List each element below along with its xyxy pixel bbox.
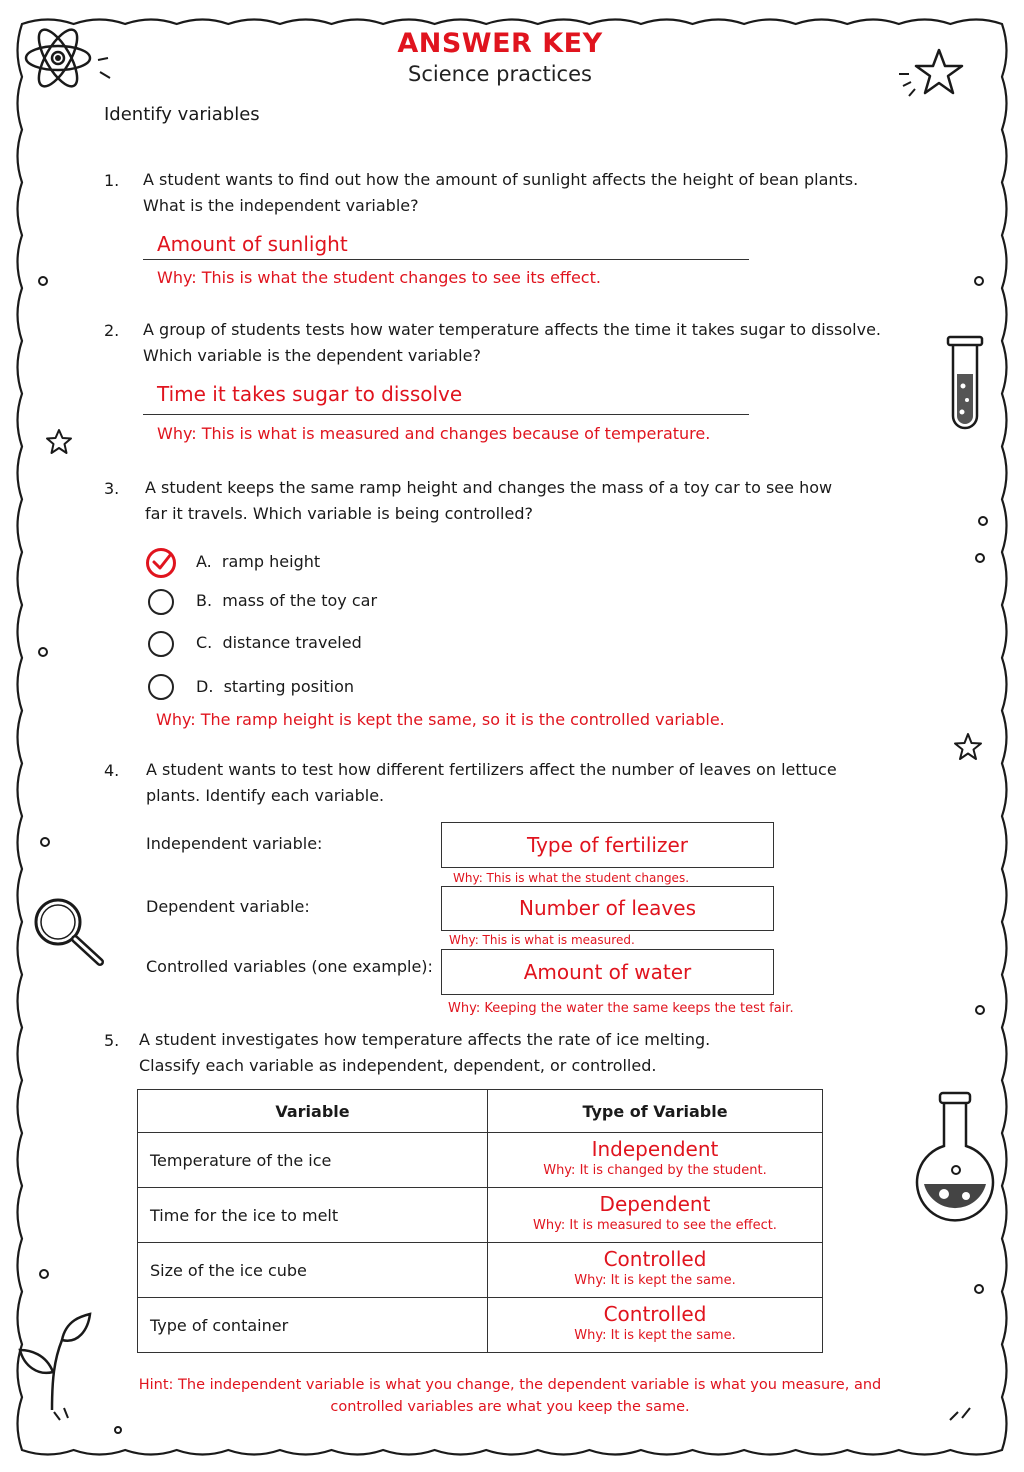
q3-option-a-letter: A.: [196, 552, 212, 571]
q5-line2: Classify each variable as independent, dependent, or controlled.: [139, 1056, 657, 1075]
q3-option-c-text: distance traveled: [222, 633, 362, 652]
q4-why-dependent: Why: This is what is measured.: [449, 933, 635, 947]
q4-line2: plants. Identify each variable.: [146, 786, 385, 805]
q2-why: Why: This is what is measured and changes because of temperature.: [157, 424, 711, 443]
table-header-variable: Variable: [138, 1090, 488, 1133]
q3-option-c-letter: C.: [196, 633, 213, 652]
q3-why: Why: The ramp height is kept the same, so it is the controlled variable.: [156, 710, 725, 729]
table-cell-variable: Temperature of the ice: [138, 1133, 488, 1188]
page-subtitle: Science practices: [408, 62, 592, 86]
q2-number: 2.: [104, 321, 120, 340]
q4-number: 4.: [104, 761, 120, 780]
q4-answer-dependent: Number of leaves: [441, 886, 774, 931]
q1-answer-line: [143, 259, 749, 260]
q4-why-controlled: Why: Keeping the water the same keeps the test fair.: [448, 1001, 794, 1016]
table-cell-type: [488, 1243, 823, 1298]
q3-option-d[interactable]: [196, 677, 354, 696]
type-value: Controlled: [603, 1302, 707, 1326]
q2-text: [143, 317, 881, 369]
q1-why: Why: This is what the student changes to see its effect.: [157, 268, 601, 287]
type-value: Dependent: [599, 1192, 711, 1216]
table-row: [138, 1133, 823, 1188]
q2-line2: Which variable is the dependent variable?: [143, 346, 481, 365]
table-header-type: Type of Variable: [488, 1090, 823, 1133]
table-cell-variable: Time for the ice to melt: [138, 1188, 488, 1243]
type-why: Why: It is kept the same.: [574, 1273, 736, 1288]
q1-line1: A student wants to find out how the amount of sunlight affects the height of bean plants.: [143, 170, 859, 189]
table-row: [138, 1243, 823, 1298]
hint-line1: Hint: The independent variable is what you change, the dependent variable is what you measure, and: [138, 1377, 882, 1393]
q3-line1: A student keeps the same ramp height and changes the mass of a toy car to see how: [145, 478, 833, 497]
q4-label-controlled: Controlled variables (one example):: [146, 957, 433, 976]
q3-option-b[interactable]: [196, 591, 377, 610]
q3-option-b-radio[interactable]: [148, 589, 174, 615]
q1-line2: What is the independent variable?: [143, 196, 419, 215]
q3-option-b-letter: B.: [196, 591, 213, 610]
q4-answer-controlled: Amount of water: [441, 949, 774, 995]
table-header-row: [138, 1090, 823, 1133]
q3-option-c[interactable]: [196, 633, 362, 652]
q1-answer: Amount of sunlight: [157, 232, 348, 256]
q3-option-c-radio[interactable]: [148, 631, 174, 657]
q1-number: 1.: [104, 171, 120, 190]
q4-why-independent: Why: This is what the student changes.: [453, 871, 690, 885]
type-value: Controlled: [603, 1247, 707, 1271]
q3-option-a[interactable]: [196, 552, 320, 571]
variables-table: [137, 1089, 823, 1353]
q5-text: [139, 1027, 710, 1079]
q4-label-dependent: Dependent variable:: [146, 897, 310, 916]
type-value: Independent: [591, 1137, 719, 1161]
q4-text: [146, 757, 837, 809]
q2-answer: Time it takes sugar to dissolve: [157, 382, 463, 406]
q3-line2: far it travels. Which variable is being controlled?: [145, 504, 533, 523]
hint-line2: controlled variables are what you keep the same.: [330, 1399, 690, 1415]
table-row: [138, 1298, 823, 1353]
table-cell-type: [488, 1133, 823, 1188]
table-row: [138, 1188, 823, 1243]
q1-text: [143, 167, 858, 219]
q3-text: [145, 475, 832, 527]
q4-label-independent: Independent variable:: [146, 834, 323, 853]
page-title: ANSWER KEY: [397, 28, 603, 59]
q3-option-b-text: mass of the toy car: [222, 591, 378, 610]
q5-number: 5.: [104, 1031, 120, 1050]
q3-option-d-text: starting position: [223, 677, 355, 696]
hint-text: [120, 1374, 900, 1418]
table-cell-variable: Type of container: [138, 1298, 488, 1353]
q2-answer-line: [143, 414, 749, 415]
q3-option-a-text: ramp height: [221, 552, 321, 571]
table-cell-variable: Size of the ice cube: [138, 1243, 488, 1298]
section-heading: Identify variables: [104, 104, 260, 125]
q4-answer-independent: Type of fertilizer: [441, 822, 774, 868]
q3-option-d-letter: D.: [196, 677, 214, 696]
q2-line1: A group of students tests how water temperature affects the time it takes sugar to dissolve.: [143, 320, 881, 339]
checkmark-icon: [150, 551, 174, 573]
table-cell-type: [488, 1298, 823, 1353]
q5-line1: A student investigates how temperature affects the rate of ice melting.: [139, 1030, 711, 1049]
type-why: Why: It is changed by the student.: [543, 1163, 767, 1178]
table-cell-type: [488, 1188, 823, 1243]
q3-option-d-radio[interactable]: [148, 674, 174, 700]
q4-line1: A student wants to test how different fertilizers affect the number of leaves on lettuce: [146, 760, 837, 779]
type-why: Why: It is kept the same.: [574, 1328, 736, 1343]
type-why: Why: It is measured to see the effect.: [533, 1218, 777, 1233]
q3-number: 3.: [104, 479, 120, 498]
